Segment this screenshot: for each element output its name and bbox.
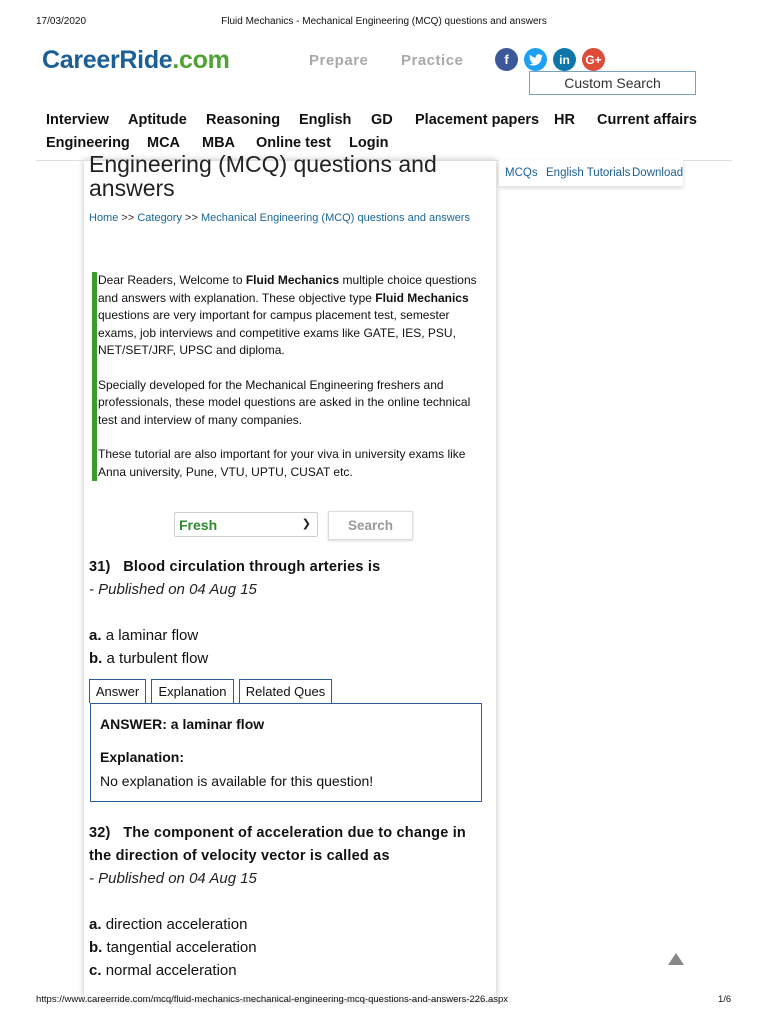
intro-paragraph-3: These tutorial are also important for your viva in university exams like Anna university, Pune, VTU, UPTU, CUSAT etc. [98, 447, 466, 479]
question-text-line-1: 32) The component of acceleration due to change in [89, 825, 466, 841]
print-date: 17/03/2020 [36, 16, 87, 27]
nav-engineering[interactable]: Engineering [46, 135, 130, 151]
breadcrumb-separator: >> [185, 212, 198, 224]
breadcrumb-separator: >> [121, 212, 135, 224]
intro-box [92, 272, 490, 481]
tab-answer[interactable]: Answer [89, 679, 146, 703]
option-a[interactable]: a. a laminar flow [89, 627, 199, 644]
google-plus-icon[interactable]: G+ [582, 48, 605, 71]
search-button[interactable]: Search [328, 511, 413, 540]
practice-link[interactable]: Practice [401, 52, 464, 69]
right-link-download[interactable]: Download [632, 167, 684, 179]
explanation-text: No explanation is available for this question! [100, 773, 374, 789]
page-title: Engineering (MCQ) questions and answers [89, 151, 437, 201]
tab-explanation[interactable]: Explanation [151, 679, 234, 703]
print-page-number: 1/6 [718, 994, 732, 1005]
facebook-icon[interactable]: f [495, 48, 518, 71]
answer-text: ANSWER: a laminar flow [100, 716, 265, 732]
right-link-english-tutorials[interactable]: English Tutorials [546, 167, 631, 179]
option-b[interactable]: b. tangential acceleration [89, 939, 257, 956]
intro-paragraph-2: Specially developed for the Mechanical Engineering freshers and professionals, these model questions are asked in the online technical test and interview of many companies. [98, 377, 471, 427]
question-text: Blood circulation through arteries is [123, 559, 381, 575]
option-a[interactable]: a. direction acceleration [89, 916, 248, 933]
nav-placement-papers[interactable]: Placement papers [415, 112, 540, 128]
question-32 [89, 822, 489, 868]
nav-aptitude[interactable]: Aptitude [128, 112, 187, 128]
nav-english[interactable]: English [299, 112, 352, 128]
nav-gd[interactable]: GD [371, 112, 393, 128]
chevron-down-icon: ❯ [301, 518, 311, 530]
breadcrumb [89, 212, 479, 225]
print-title: Fluid Mechanics - Mechanical Engineering (MCQ) questions and answers [221, 16, 547, 27]
option-b[interactable]: b. a turbulent flow [89, 650, 209, 667]
nav-interview[interactable]: Interview [46, 112, 109, 128]
option-c[interactable]: c. normal acceleration [89, 962, 237, 979]
logo-text-main: CareerRide [42, 46, 173, 74]
published-date: - Published on 04 Aug 15 [89, 870, 257, 887]
nav-login[interactable]: Login [349, 135, 389, 151]
breadcrumb-category[interactable]: Category [137, 212, 182, 224]
right-link-mcqs[interactable]: MCQs [505, 167, 538, 179]
nav-online-test[interactable]: Online test [256, 135, 331, 151]
filter-select-value: Fresh [179, 516, 218, 533]
question-text-line-2: the direction of velocity vector is called as [89, 848, 390, 864]
explanation-label: Explanation: [100, 749, 185, 765]
intro-paragraph-1: Dear Readers, Welcome to Fluid Mechanics multiple choice questions and answers with explanation. These objective type Fluid Mechanics questions are very important for campus placement test, semester exams, job interviews and competitive exams like GATE, IES, PSU, NET/SET/JRF, UPSC and diploma. [98, 273, 477, 357]
breadcrumb-current[interactable]: Mechanical Engineering (MCQ) questions and answers [200, 212, 470, 224]
prepare-link[interactable]: Prepare [309, 52, 369, 69]
logo-text-domain: .com [172, 46, 230, 74]
custom-search-input[interactable]: Custom Search [529, 71, 696, 95]
filter-select[interactable] [174, 512, 318, 537]
breadcrumb-home[interactable]: Home [89, 212, 119, 224]
tab-related-questions[interactable]: Related Ques [239, 679, 332, 703]
published-date: - Published on 04 Aug 15 [89, 581, 257, 598]
nav-current-affairs[interactable]: Current affairs [597, 112, 697, 128]
linkedin-icon[interactable]: in [553, 48, 576, 71]
site-logo[interactable] [42, 46, 230, 75]
nav-hr[interactable]: HR [554, 112, 575, 128]
question-31 [89, 556, 489, 579]
nav-mca[interactable]: MCA [147, 135, 181, 151]
question-number: 31) [89, 559, 111, 575]
twitter-bird-glyph [529, 54, 543, 66]
twitter-icon[interactable] [524, 48, 547, 71]
print-url: https://www.careerride.com/mcq/fluid-mechanics-mechanical-engineering-mcq-questions-and-answers-226.aspx [36, 994, 509, 1005]
scroll-to-top-icon[interactable] [668, 953, 684, 965]
nav-reasoning[interactable]: Reasoning [206, 112, 281, 128]
nav-mba[interactable]: MBA [202, 135, 236, 151]
